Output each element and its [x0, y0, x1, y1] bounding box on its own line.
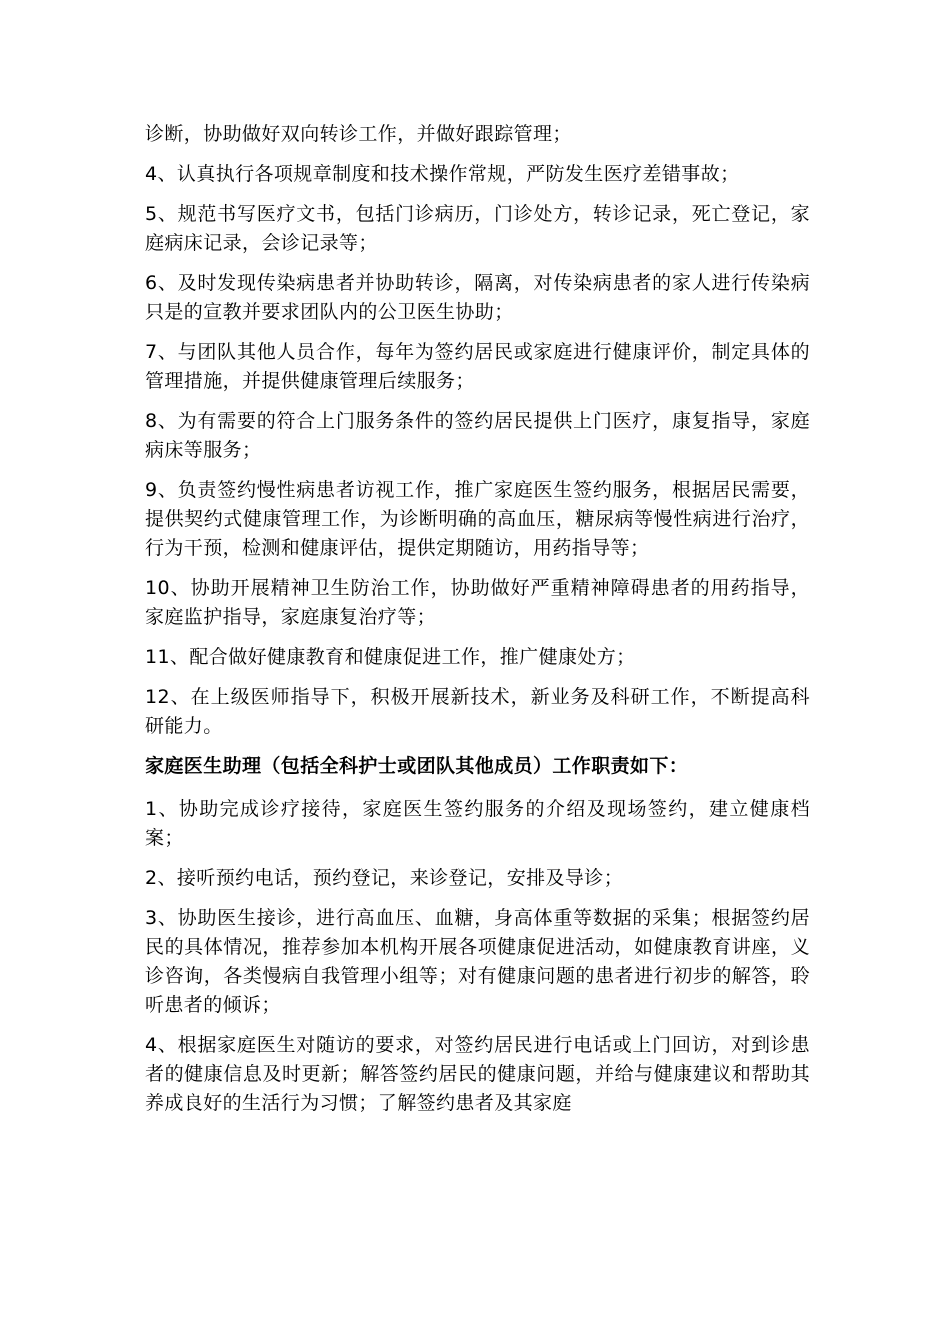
assistant-duty-item-1: 1、协助完成诊疗接待，家庭医生签约服务的介绍及现场签约，建立健康档案； — [145, 798, 810, 849]
doctor-duty-item-10: 10、协助开展精神卫生防治工作，协助做好严重精神障碍患者的用药指导，家庭监护指导，家庭康复治疗等； — [145, 577, 810, 628]
assistant-duty-item-3: 3、协助医生接诊，进行高血压、血糖，身高体重等数据的采集；根据签约居民的具体情况，推荐参加本机构开展各项健康促进活动，如健康教育讲座，义诊咨询，各类慢病自我管理小组等；对有健康问题的患者进行初步的解答，聆听患者的倾诉； — [145, 907, 810, 1016]
paragraph-continuation: 诊断，协助做好双向转诊工作，并做好跟踪管理； — [145, 123, 572, 145]
doctor-duty-item-8: 8、为有需要的符合上门服务条件的签约居民提供上门医疗，康复指导，家庭病床等服务； — [145, 410, 810, 461]
doctor-duty-item-6: 6、及时发现传染病患者并协助转诊，隔离，对传染病患者的家人进行传染病只是的宣教并要求团队内的公卫医生协助； — [145, 272, 810, 323]
assistant-duty-item-2: 2、接听预约电话，预约登记，来诊登记，安排及导诊； — [145, 867, 624, 889]
assistant-duty-item-4: 4、根据家庭医生对随访的要求，对签约居民进行电话或上门回访，对到诊患者的健康信息及时更新；解答签约居民的健康问题，并给与健康建议和帮助其养成良好的生活行为习惯；了解签约患者及其家庭 — [145, 1034, 810, 1114]
doctor-duty-item-4: 4、认真执行各项规章制度和技术操作常规，严防发生医疗差错事故； — [145, 163, 740, 185]
doctor-duty-item-7: 7、与团队其他人员合作，每年为签约居民或家庭进行健康评价，制定具体的管理措施，并提供健康管理后续服务； — [145, 341, 810, 392]
doctor-duty-item-9: 9、负责签约慢性病患者访视工作，推广家庭医生签约服务，根据居民需要，提供契约式健康管理工作，为诊断明确的高血压，糖尿病等慢性病进行治疗，行为干预，检测和健康评估，提供定期随访，用药指导等； — [145, 479, 810, 559]
doctor-duty-item-12: 12、在上级医师指导下，积极开展新技术，新业务及科研工作，不断提高科研能力。 — [145, 686, 810, 737]
doctor-duty-item-11: 11、配合做好健康教育和健康促进工作，推广健康处方； — [145, 646, 636, 668]
doctor-duty-item-5: 5、规范书写医疗文书，包括门诊病历，门诊处方，转诊记录，死亡登记，家庭病床记录，会诊记录等； — [145, 203, 810, 254]
document-body — [145, 120, 810, 1129]
section-heading: 家庭医生助理（包括全科护士或团队其他成员）工作职责如下： — [145, 755, 689, 777]
